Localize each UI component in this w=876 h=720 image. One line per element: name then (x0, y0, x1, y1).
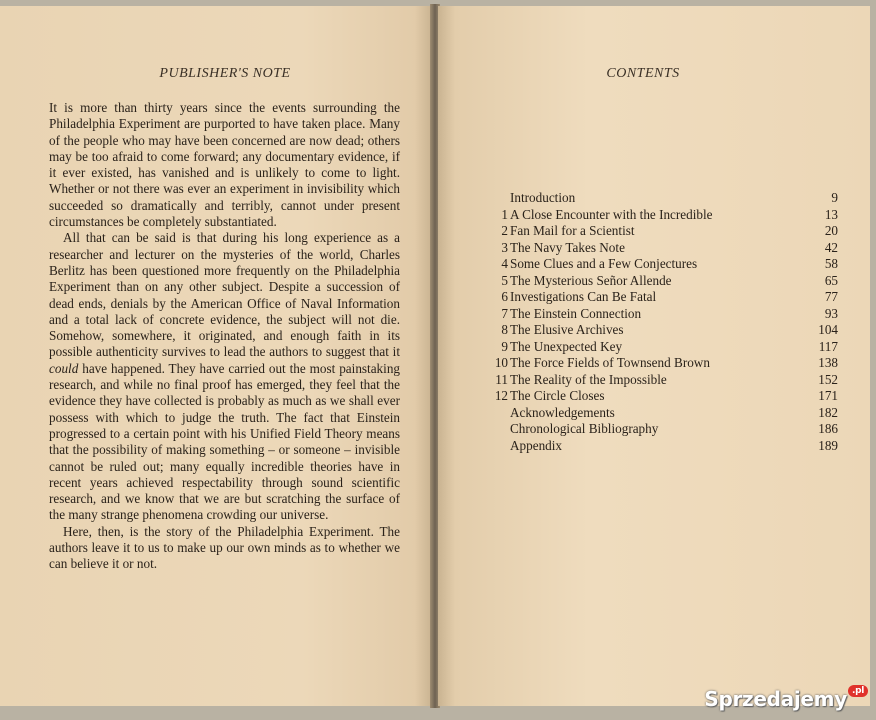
toc-title: Introduction (510, 190, 576, 205)
toc-row (494, 240, 838, 257)
toc-number: 10 (494, 355, 508, 370)
toc-number: 1 (501, 206, 508, 222)
toc-title: The Mysterious Señor Allende (510, 272, 672, 288)
toc-row (494, 190, 838, 207)
toc-number (494, 421, 510, 438)
toc-number: 11 (495, 371, 508, 387)
toc-number: 12 (494, 388, 508, 403)
toc-number: 6 (501, 289, 508, 304)
toc-title: The Force Fields of Townsend Brown (510, 355, 710, 370)
paragraph-3: Here, then, is the story of the Philadelphia Experiment. The authors leave it to us to make up our own minds as to whether we can believe it or not. (49, 523, 400, 572)
toc-number: 8 (501, 322, 508, 337)
toc-row (494, 207, 838, 224)
toc-title: Some Clues and a Few Conjectures (510, 256, 698, 271)
toc-row (494, 405, 838, 422)
toc-page: 186 (818, 421, 838, 436)
toc-row (494, 339, 838, 356)
toc-title: The Navy Takes Note (510, 239, 625, 255)
publishers-note-text (49, 100, 400, 573)
paragraph-2-part-b: have happened. They have carried out the most painstaking research, and while no final proof has emerged, they feel that the evidence they have collected is probably as much as we shall ever possess with which to judge the truth. The fact that Einstein progressed to a certain point with his Unified Field Theory means that the possibility of making something – or someone – invisible cannot be ruled out; many equally incredible theories have in recent years achieved respectability through sound scientific research, and we know that we are but scratching the surface of the many strange phenomena crowding our universe. (49, 360, 401, 523)
toc-number: 7 (501, 305, 508, 321)
toc-number: 3 (501, 239, 508, 255)
toc-number (494, 190, 510, 207)
contents-heading: CONTENTS (606, 66, 680, 81)
toc-row (494, 273, 838, 290)
toc-page: 182 (818, 404, 838, 420)
toc-page: 13 (824, 206, 838, 222)
toc-title: Chronological Bibliography (510, 421, 659, 436)
toc-number: 2 (501, 223, 508, 238)
paragraph-1: It is more than thirty years since the events surrounding the Philadelphia Experiment are purported to have taken place. Many of the people who may have been concerned are now dead; others may be too afraid to come forward; any documentary evidence, if it ever existed, has vanished and is unlikely to come to light. Whether or not there was ever an experiment in invisibility which succeeded so dramatically and terribly, cannot under present circumstances be completely substantiated. (49, 100, 400, 230)
toc-row (494, 322, 838, 339)
toc-title: The Elusive Archives (510, 322, 624, 337)
toc-title: The Unexpected Key (510, 338, 623, 354)
toc-number (494, 405, 510, 422)
watermark-name: Sprzedajemy (704, 687, 847, 711)
toc-page: 65 (824, 272, 838, 288)
toc-page: 104 (818, 322, 838, 337)
toc-title: A Close Encounter with the Incredible (510, 206, 713, 222)
paragraph-2-part-a: All that can be said is that during his long experience as a researcher and lecturer on the mysteries of the world, Charles Berlitz has been questioned more frequently on the Philadelphia Experiment than on any other subject. Despite a succession of dead ends, denials by the American Office of Naval Information and a total lack of concrete evidence, the subject will not die. Somehow, somewhere, it originated, and enough faith in its possible authenticity survives to lead the authors to suggest that it (49, 230, 400, 360)
italic-could: could (49, 360, 79, 376)
toc-row (494, 421, 838, 438)
site-watermark (704, 686, 868, 712)
toc-page: 117 (818, 338, 838, 354)
toc-page: 93 (824, 305, 838, 321)
toc-page: 152 (818, 371, 838, 387)
toc-page: 138 (818, 355, 838, 370)
toc-number: 9 (501, 338, 508, 354)
toc-page: 58 (824, 256, 838, 271)
toc-title: The Reality of the Impossible (510, 371, 667, 387)
toc-page: 77 (824, 289, 838, 304)
toc-number: 5 (501, 272, 508, 288)
toc-row (494, 438, 838, 455)
toc-row (494, 388, 838, 405)
toc-page: 171 (818, 388, 838, 403)
left-page (0, 6, 432, 706)
toc-row (494, 355, 838, 372)
toc-row (494, 223, 838, 240)
toc-page: 9 (831, 190, 838, 205)
toc-title: Acknowledgements (510, 404, 615, 420)
publishers-note-heading: PUBLISHER'S NOTE (159, 66, 291, 81)
toc-title: The Einstein Connection (510, 305, 642, 321)
toc-title: Investigations Can Be Fatal (510, 289, 657, 304)
toc-row (494, 306, 838, 323)
toc-row (494, 289, 838, 306)
toc-number (494, 438, 510, 455)
toc-title: The Circle Closes (510, 388, 605, 403)
toc-row (494, 256, 838, 273)
toc-title: Fan Mail for a Scientist (510, 223, 635, 238)
toc-title: Appendix (510, 437, 563, 453)
right-page (438, 6, 870, 706)
watermark-tld: .pl (848, 685, 868, 697)
paragraph-2 (49, 230, 400, 523)
toc-row (494, 372, 838, 389)
toc-page: 189 (818, 437, 838, 453)
toc-page: 20 (824, 223, 838, 238)
toc-page: 42 (824, 239, 838, 255)
toc-number: 4 (501, 256, 508, 271)
table-of-contents (494, 190, 838, 454)
